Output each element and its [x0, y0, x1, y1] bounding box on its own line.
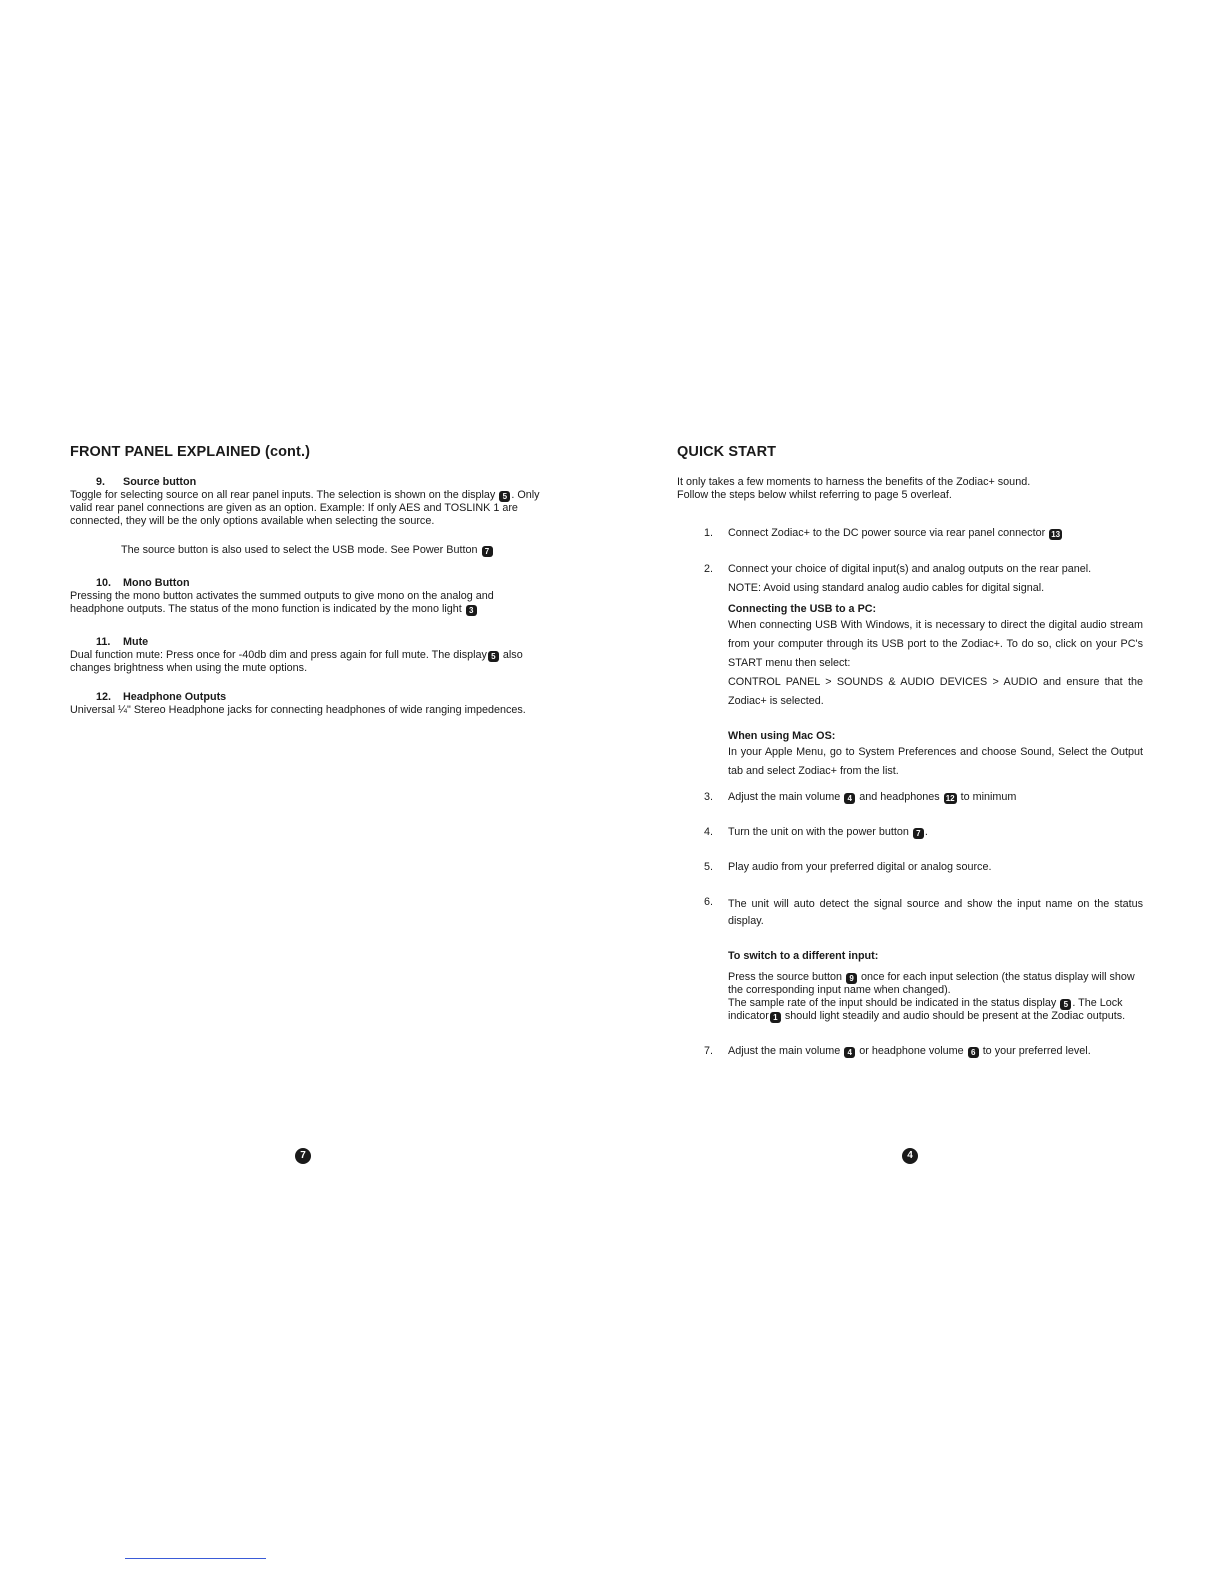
digital-cable-note: NOTE: Avoid using standard analog audio cables for digital signal.: [728, 582, 1045, 594]
item-description: Toggle for selecting source on all rear panel inputs. The selection is shown on the display 5 . Only valid rear panel connections are given as an option. Example: If only AES and TOSLINK 1 are connected, they will be the only options available when selecting the source.: [70, 489, 540, 527]
mac-os-heading: When using Mac OS:: [728, 730, 836, 742]
step-number: 1.: [704, 527, 714, 539]
ref-badge: 5: [1060, 999, 1071, 1010]
ref-badge: 5: [488, 651, 499, 662]
ref-badge: 7: [482, 546, 493, 557]
right-page: [677, 444, 1143, 1058]
usb-pc-path: CONTROL PANEL > SOUNDS & AUDIO DEVICES > AUDIO and ensure that the Zodiac+ is selected.: [728, 676, 1143, 707]
item-title: Mono Button: [123, 577, 190, 589]
step-6: 6. The unit will auto detect the signal source and show the input name on the status display. To switch to a different input: Press the source button 9 once for each input selection (the status display will show the corresponding input name when changed). The sample rate of the input should be indicated in the status display 5 . The Lock indicator 1 should light steadily and audio should be present at the Zodiac outputs.: [704, 896, 1143, 1022]
item-title: Mute: [123, 636, 149, 648]
bottom-underline-divider: [125, 1558, 266, 1559]
right-page-title: QUICK START: [677, 444, 777, 460]
left-page-title: FRONT PANEL EXPLAINED (cont.): [70, 444, 311, 460]
item-title: Source button: [123, 476, 197, 488]
step-7: 7. Adjust the main volume 4 or headphone volume 6 to your preferred level.: [704, 1045, 1091, 1057]
step-5: 5. Play audio from your preferred digital or analog source.: [704, 861, 992, 873]
ref-badge: 6: [968, 1047, 979, 1058]
usb-pc-text: When connecting USB With Windows, it is necessary to direct the digital audio stream from your computer through its USB port to the Zodiac+. To do so, click on your PC's START menu then select:: [728, 619, 1143, 669]
item-number: 10.: [96, 577, 112, 589]
switch-input-text-2: The sample rate of the input should be indicated in the status display 5 . The Lock indicator 1 should light steadily and audio should be present at the Zodiac outputs.: [728, 997, 1126, 1022]
ref-badge: 4: [844, 1047, 855, 1058]
ref-badge: 5: [499, 491, 510, 502]
ref-badge: 13: [1051, 530, 1061, 539]
item-description: Pressing the mono button activates the summed outputs to give mono on the analog and headphone outputs. The status of the mono function is indicated by the mono light 3: [70, 590, 494, 615]
item-mute: [70, 636, 540, 675]
step-number: 7.: [704, 1045, 714, 1057]
quick-start-intro: It only takes a few moments to harness the benefits of the Zodiac+ sound. Follow the steps below whilst referring to page 5 overleaf.: [677, 476, 1031, 501]
item-number: 9.: [96, 476, 106, 488]
item-mono-button: [70, 577, 540, 616]
step-number: 6.: [704, 896, 714, 908]
ref-badge: 12: [945, 794, 955, 803]
mac-os-text: In your Apple Menu, go to System Preferences and choose Sound, Select the Output tab and select Zodiac+ from the list.: [728, 746, 1143, 777]
item-headphone-outputs: [70, 691, 540, 717]
step-number: 4.: [704, 826, 714, 838]
page-number-left: 7: [295, 1148, 311, 1164]
item-description: Dual function mute: Press once for -40db dim and press again for full mute. The display 5 also changes brightness when using the mute options.: [70, 649, 523, 674]
page-number-right: 4: [902, 1148, 918, 1164]
step-number: 3.: [704, 791, 714, 803]
switch-input-heading: To switch to a different input:: [728, 950, 879, 962]
item-number: 11.: [96, 636, 111, 648]
step-1: 1. Connect Zodiac+ to the DC power source via rear panel connector 13: [704, 527, 1061, 539]
item-title: Headphone Outputs: [123, 691, 227, 703]
step-number: 5.: [704, 861, 714, 873]
ref-badge: 4: [844, 793, 855, 804]
step-3: 3. Adjust the main volume 4 and headphones 12 to minimum: [704, 791, 1017, 803]
step-number: 2.: [704, 563, 714, 575]
ref-badge: 1: [770, 1012, 781, 1023]
ref-badge: 9: [846, 973, 857, 984]
usb-pc-heading: Connecting the USB to a PC:: [728, 603, 877, 615]
step-2: 2. Connect your choice of digital input(s) and analog outputs on the rear panel. NOTE: Avoid using standard analog audio cables for digital signal. Connecting the USB to a PC: When connecting USB With Windows, it is necessary to direct the digital audio stream from your computer through its USB port to the Zodiac+. To do so, click on your PC's START menu then select: CONTROL PANEL > SOUNDS & AUDIO DEVICES > AUDIO and ensure that the Zodiac+ is selected. When using Mac OS: In your Apple Menu, go to System Preferences and choose Sound, Select the Output tab and select Zodiac+ from the list.: [677, 563, 1143, 781]
item-number: 12.: [96, 691, 112, 703]
source-usb-note: The source button is also used to select the USB mode. See Power Button 7: [70, 544, 540, 557]
item-source-button: [70, 476, 540, 528]
item-description: Universal ¼" Stereo Headphone jacks for connecting headphones of wide ranging impedences.: [70, 704, 526, 716]
ref-badge: 3: [466, 605, 477, 616]
left-page: [70, 444, 540, 733]
step-4: 4. Turn the unit on with the power button 7 .: [704, 826, 928, 838]
ref-badge: 7: [913, 828, 924, 839]
switch-input-text-1: Press the source button 9 once for each input selection (the status display will show the corresponding input name when changed).: [728, 971, 1135, 996]
